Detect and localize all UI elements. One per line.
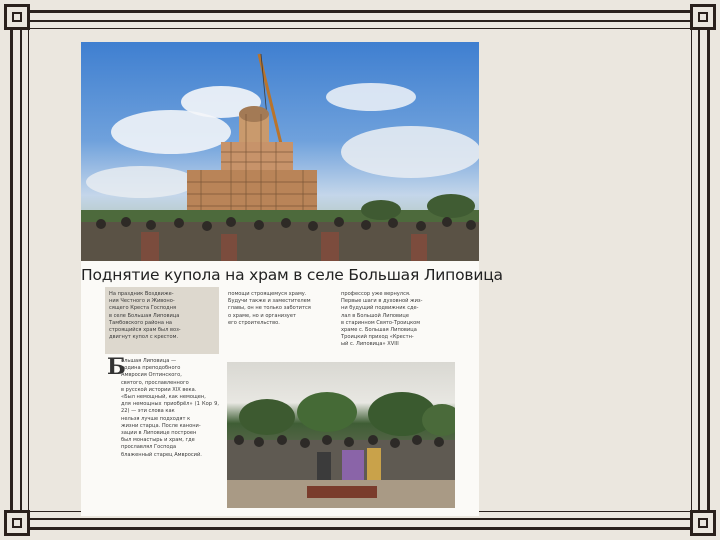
clergy-service-photo bbox=[227, 362, 455, 508]
drop-cap-letter: Б bbox=[107, 354, 126, 380]
frame-corner-ornament bbox=[4, 510, 30, 536]
intro-sidebar-text: На праздник Воздвиже- ния Честного и Живоно- сящего Креста Господня в селе Большая Липовица Тамбовского района на строящийся храм был воз- двигнут купол с крестом. bbox=[109, 291, 181, 341]
article-headline: Поднятие купола на храм в селе Большая Липовица bbox=[81, 266, 503, 284]
article-column-2: помощи строящемуся храму. Будучи также и заместителем главы, он не только заботится о храме, но и организует его строительство. bbox=[228, 291, 311, 326]
frame-corner-ornament bbox=[690, 510, 716, 536]
frame-corner-ornament bbox=[4, 4, 30, 30]
article-column-3: профессор уже вернулся. Первые шаги в духовной жиз- ни будущий подвижник сде- лал в Большой Липовице в старинном Свято-Троицком храме с. Большая Липовица Троицкий приход «Крестн- ый с. Липовица» XVIII bbox=[341, 291, 423, 348]
church-dome-construction-photo bbox=[81, 42, 479, 261]
article-body-text: ольшая Липовица — родина преподобного Амвросия Оптинского, святого, прославленного в русской истории XIX века. «Был немощный, как немощен, для немощных приобрёл» (1 Кор 9, 22) — эти слова как нельзя лучше подходят к жизни старца. После канони- зации в Липовице построен был монастырь и храм, где прославлял Господа блаженный старец Амвросий. bbox=[121, 358, 219, 458]
newspaper-page bbox=[81, 42, 503, 516]
frame-corner-ornament bbox=[690, 4, 716, 30]
